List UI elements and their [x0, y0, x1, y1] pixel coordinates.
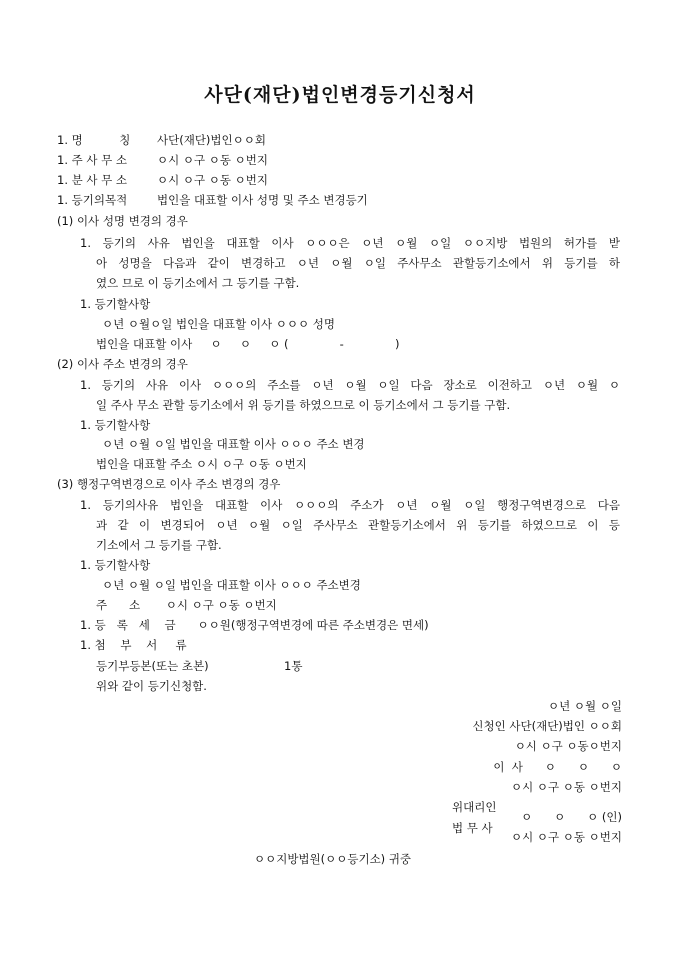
- field-label-purpose: 1. 등기의목적: [57, 193, 128, 207]
- section-1-reason-line-1: 1. 등기의 사유 법인을 대표할 이사 ㅇㅇㅇ은 ㅇ년 ㅇ월 ㅇ일 ㅇㅇ지방 법원의 허가를 받: [80, 236, 620, 250]
- attachment-count: 1통: [284, 659, 303, 673]
- field-value-purpose: 법인을 대표할 이사 성명 및 주소 변경등기: [157, 193, 368, 207]
- section-3-reason-line-3: 기소에서 그 등기를 구함.: [96, 538, 222, 552]
- section-3-heading: (3) 행정구역변경으로 이사 주소 변경의 경우: [57, 477, 281, 491]
- applicant-address: ㅇ시 ㅇ구 ㅇ동ㅇ번지: [514, 739, 622, 753]
- agent-name-seal: ㅇ ㅇ ㅇ (인): [521, 810, 622, 824]
- section-3-reason-line-1: 1. 등기의사유 법인을 대표할 이사 ㅇㅇㅇ의 주소가 ㅇ년 ㅇ월 ㅇ일 행정구역변경으로 다음: [80, 498, 620, 512]
- section-3-item-label: 1. 등기할사항: [80, 558, 151, 572]
- section-1-heading: (1) 이사 성명 변경의 경우: [57, 214, 188, 228]
- registration-tax: 1. 등 록 세 금 ㅇㅇ원(행정구역변경에 따른 주소변경은 면세): [80, 618, 429, 632]
- field-value-branch-office: ㅇ시 ㅇ구 ㅇ동 ㅇ번지: [157, 173, 268, 187]
- section-2-item-label: 1. 등기할사항: [80, 418, 151, 432]
- attachment-item: 등기부등본(또는 초본): [96, 659, 209, 673]
- field-value-main-office: ㅇ시 ㅇ구 ㅇ동 ㅇ번지: [157, 153, 268, 167]
- document-title: 사단(재단)법인변경등기신청서: [204, 84, 476, 106]
- section-2-reason-line-2: 일 주사 무소 관할 등기소에서 위 등기를 하였으므로 이 등기소에서 그 등기를 구함.: [96, 398, 511, 412]
- section-2-item-line-2: 법인을 대표할 주소 ㅇ시 ㅇ구 ㅇ동 ㅇ번지: [96, 457, 307, 471]
- section-1-reason-line-3: 였으 므로 이 등기소에서 그 등기를 구함.: [96, 276, 300, 290]
- section-3-item-line-1: ㅇ년 ㅇ월 ㅇ일 법인을 대표할 이사 ㅇㅇㅇ 주소변경: [102, 578, 361, 592]
- section-3-reason-line-2: 과 같 이 변경되어 ㅇ년 ㅇ월 ㅇ일 주사무소 관할등기소에서 위 등기를 하였으므로 이 등: [96, 518, 620, 532]
- section-2-reason-line-1: 1. 등기의 사유 이사 ㅇㅇㅇ의 주소를 ㅇ년 ㅇ월 ㅇ일 다음 장소로 이전하고 ㅇ년 ㅇ월 ㅇ: [80, 378, 620, 392]
- agent-address: ㅇ시 ㅇ구 ㅇ동 ㅇ번지: [511, 830, 622, 844]
- section-2-item-line-1: ㅇ년 ㅇ월 ㅇ일 법인을 대표할 이사 ㅇㅇㅇ 주소 변경: [102, 437, 365, 451]
- applicant-name: 신청인 사단(재단)법인 ㅇㅇ회: [472, 719, 622, 733]
- section-1-item-label: 1. 등기할사항: [80, 297, 151, 311]
- director-address: ㅇ시 ㅇ구 ㅇ동 ㅇ번지: [511, 780, 622, 794]
- section-1-item-line-1: ㅇ년 ㅇ월ㅇ일 법인을 대표할 이사 ㅇㅇㅇ 성명: [102, 317, 336, 331]
- section-2-heading: (2) 이사 주소 변경의 경우: [57, 357, 188, 371]
- agent-label: 위대리인: [452, 800, 497, 814]
- section-3-item-line-2: 주 소 ㅇ시 ㅇ구 ㅇ동 ㅇ번지: [96, 598, 277, 612]
- field-value-name: 사단(재단)법인ㅇㅇ회: [157, 133, 266, 147]
- lawyer-label: 법 무 사: [452, 821, 493, 835]
- closing-statement: 위와 같이 등기신청함.: [96, 679, 207, 693]
- application-date: ㅇ년 ㅇ월 ㅇ일: [548, 699, 622, 713]
- director-name: 이 사 ㅇ ㅇ ㅇ: [493, 760, 622, 774]
- section-1-reason-line-2: 아 성명을 다음과 같이 변경하고 ㅇ년 ㅇ월 ㅇ일 주사무소 관할등기소에서 위 등기를 하: [96, 256, 620, 270]
- field-label-name: 1. 명 칭: [57, 133, 131, 147]
- field-label-main-office: 1. 주 사 무 소: [57, 153, 128, 167]
- attachments-label: 1. 첨 부 서 류: [80, 638, 187, 652]
- field-label-branch-office: 1. 분 사 무 소: [57, 173, 128, 187]
- section-1-item-line-2: 법인을 대표할 이사 ㅇ ㅇ ㅇ ( - ): [96, 337, 400, 351]
- court-addressee: ㅇㅇ지방법원(ㅇㅇ등기소) 귀중: [254, 852, 412, 866]
